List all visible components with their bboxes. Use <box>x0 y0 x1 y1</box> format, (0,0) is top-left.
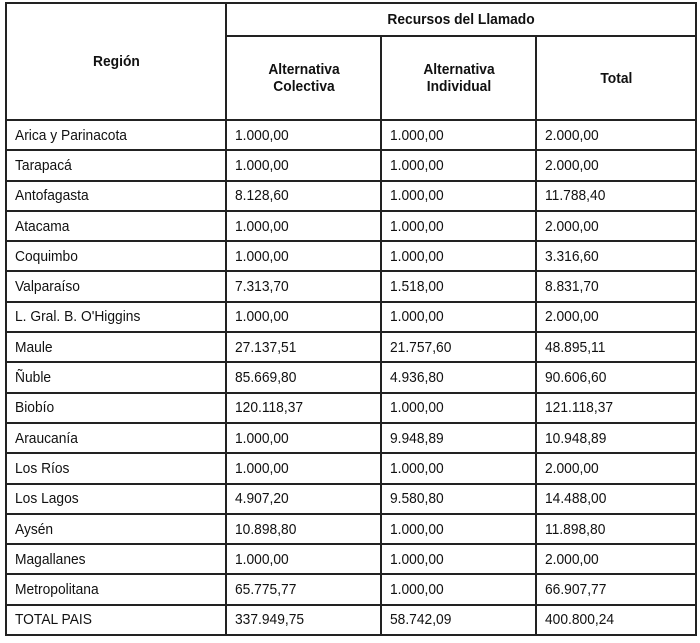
cell-individual <box>381 362 536 392</box>
cell-region <box>6 393 226 423</box>
cell-total-text: 400.800,24 <box>545 611 615 629</box>
cell-colectiva-text: 7.313,70 <box>235 278 289 296</box>
cell-region-text: Metropolitana <box>15 581 99 599</box>
cell-individual-text: 1.000,00 <box>390 550 444 568</box>
cell-colectiva-text: 120.118,37 <box>235 399 304 417</box>
cell-individual <box>381 423 536 453</box>
cell-individual-text: 1.000,00 <box>390 217 444 235</box>
cell-individual <box>381 393 536 423</box>
cell-region <box>6 120 226 150</box>
cell-colectiva <box>226 362 381 392</box>
table-row <box>6 544 696 574</box>
cell-colectiva-text: 1.000,00 <box>235 550 289 568</box>
table-row <box>6 484 696 514</box>
table-row <box>6 574 696 604</box>
header-region <box>6 3 226 120</box>
cell-region <box>6 150 226 180</box>
cell-total-text: 2.000,00 <box>545 550 599 568</box>
cell-region <box>6 302 226 332</box>
cell-total <box>536 211 696 241</box>
cell-colectiva <box>226 453 381 483</box>
cell-total-text: 2.000,00 <box>545 217 599 235</box>
table-row <box>6 120 696 150</box>
cell-individual <box>381 211 536 241</box>
table-row <box>6 453 696 483</box>
cell-total <box>536 544 696 574</box>
cell-total <box>536 271 696 301</box>
cell-total-text: 10.948,89 <box>545 429 607 447</box>
cell-region-text: Biobío <box>15 399 55 417</box>
cell-colectiva <box>226 120 381 150</box>
cell-region <box>6 241 226 271</box>
table-row <box>6 150 696 180</box>
cell-individual-text: 9.948,89 <box>390 429 444 447</box>
cell-region <box>6 211 226 241</box>
cell-colectiva-text: 85.669,80 <box>235 369 297 387</box>
cell-colectiva <box>226 332 381 362</box>
cell-total-text: 2.000,00 <box>545 126 599 144</box>
cell-region <box>6 362 226 392</box>
cell-total-text: 2.000,00 <box>545 459 599 477</box>
cell-total <box>536 514 696 544</box>
cell-region <box>6 574 226 604</box>
cell-total <box>536 150 696 180</box>
cell-colectiva-text: 1.000,00 <box>235 156 289 174</box>
cell-total-text: 2.000,00 <box>545 156 599 174</box>
header-total <box>536 36 696 120</box>
cell-colectiva <box>226 423 381 453</box>
cell-individual-text: 1.000,00 <box>390 459 444 477</box>
table-row <box>6 332 696 362</box>
cell-individual <box>381 271 536 301</box>
cell-colectiva <box>226 211 381 241</box>
cell-individual <box>381 605 536 635</box>
cell-individual <box>381 484 536 514</box>
table-row <box>6 514 696 544</box>
cell-individual <box>381 332 536 362</box>
table-row <box>6 271 696 301</box>
table-row <box>6 241 696 271</box>
header-group-label: Recursos del Llamado <box>387 11 535 28</box>
table-row <box>6 302 696 332</box>
cell-individual <box>381 544 536 574</box>
cell-colectiva-text: 4.907,20 <box>235 490 289 508</box>
cell-individual-text: 1.000,00 <box>390 520 444 538</box>
header-individual <box>381 36 536 120</box>
cell-individual <box>381 150 536 180</box>
cell-colectiva <box>226 574 381 604</box>
cell-total-text: 121.118,37 <box>545 399 614 417</box>
cell-total <box>536 605 696 635</box>
cell-region <box>6 453 226 483</box>
cell-individual-text: 21.757,60 <box>390 338 452 356</box>
cell-colectiva-text: 1.000,00 <box>235 217 289 235</box>
cell-individual-text: 58.742,09 <box>390 611 452 629</box>
cell-colectiva <box>226 393 381 423</box>
cell-region <box>6 181 226 211</box>
cell-region-text: Los Ríos <box>15 459 70 477</box>
cell-region-text: Magallanes <box>15 550 86 568</box>
cell-region-text: Ñuble <box>15 369 52 387</box>
cell-individual-text: 1.000,00 <box>390 187 444 205</box>
cell-colectiva-text: 65.775,77 <box>235 581 297 599</box>
cell-individual-text: 1.000,00 <box>390 581 444 599</box>
table-row <box>6 181 696 211</box>
cell-colectiva-text: 8.128,60 <box>235 187 289 205</box>
cell-individual <box>381 120 536 150</box>
cell-individual-text: 1.518,00 <box>390 278 444 296</box>
cell-region-text: Maule <box>15 338 53 356</box>
header-colectiva <box>226 36 381 120</box>
cell-total <box>536 574 696 604</box>
cell-individual-text: 1.000,00 <box>390 399 444 417</box>
cell-total <box>536 453 696 483</box>
cell-total-text: 11.788,40 <box>545 187 606 205</box>
cell-total <box>536 332 696 362</box>
cell-total <box>536 393 696 423</box>
cell-total-text: 14.488,00 <box>545 490 607 508</box>
header-total-label: Total <box>600 69 632 87</box>
cell-region <box>6 484 226 514</box>
cell-region-text: Antofagasta <box>15 187 89 205</box>
cell-total <box>536 120 696 150</box>
table-row <box>6 423 696 453</box>
table-row <box>6 393 696 423</box>
cell-total-text: 90.606,60 <box>545 369 607 387</box>
table-body <box>6 120 696 635</box>
resources-table <box>5 2 697 636</box>
cell-region <box>6 514 226 544</box>
cell-colectiva <box>226 484 381 514</box>
cell-region-text: Arica y Parinacota <box>15 126 127 144</box>
cell-total <box>536 181 696 211</box>
cell-region-text: Valparaíso <box>15 278 80 296</box>
table-row <box>6 211 696 241</box>
cell-colectiva-text: 1.000,00 <box>235 459 289 477</box>
cell-individual-text: 1.000,00 <box>390 156 444 174</box>
header-region-label: Región <box>92 53 140 70</box>
cell-individual-text: 1.000,00 <box>390 247 444 265</box>
table-row <box>6 605 696 635</box>
cell-colectiva <box>226 241 381 271</box>
cell-region-text: Atacama <box>15 217 70 235</box>
cell-region-text: Los Lagos <box>15 490 79 508</box>
cell-total <box>536 241 696 271</box>
cell-total <box>536 484 696 514</box>
cell-total <box>536 362 696 392</box>
cell-individual <box>381 453 536 483</box>
cell-total-text: 3.316,60 <box>545 247 599 265</box>
cell-region <box>6 271 226 301</box>
cell-total-text: 11.898,80 <box>545 520 606 538</box>
cell-colectiva-text: 1.000,00 <box>235 247 289 265</box>
cell-colectiva <box>226 181 381 211</box>
cell-colectiva-text: 1.000,00 <box>235 308 289 326</box>
cell-colectiva <box>226 605 381 635</box>
cell-colectiva-text: 27.137,51 <box>235 338 297 356</box>
header-colectiva-label: Alternativa Colectiva <box>267 61 340 95</box>
cell-individual <box>381 241 536 271</box>
cell-colectiva-text: 10.898,80 <box>235 520 297 538</box>
cell-colectiva <box>226 544 381 574</box>
cell-colectiva <box>226 302 381 332</box>
cell-individual-text: 9.580,80 <box>390 490 444 508</box>
header-group <box>226 3 696 36</box>
cell-region-text: Araucanía <box>15 429 78 447</box>
cell-region-text: Coquimbo <box>15 247 78 265</box>
cell-region-text: Tarapacá <box>15 156 72 174</box>
cell-individual-text: 1.000,00 <box>390 308 444 326</box>
cell-region-text: L. Gral. B. O'Higgins <box>15 308 141 326</box>
cell-individual <box>381 514 536 544</box>
table-row <box>6 362 696 392</box>
cell-individual-text: 1.000,00 <box>390 126 444 144</box>
cell-total-text: 66.907,77 <box>545 581 607 599</box>
cell-individual <box>381 574 536 604</box>
cell-total <box>536 423 696 453</box>
cell-individual <box>381 181 536 211</box>
cell-colectiva-text: 337.949,75 <box>235 611 305 629</box>
cell-colectiva <box>226 150 381 180</box>
cell-region <box>6 423 226 453</box>
cell-total-text: 2.000,00 <box>545 308 599 326</box>
cell-region <box>6 332 226 362</box>
cell-individual-text: 4.936,80 <box>390 369 444 387</box>
cell-individual <box>381 302 536 332</box>
cell-colectiva-text: 1.000,00 <box>235 429 289 447</box>
cell-region <box>6 605 226 635</box>
cell-total <box>536 302 696 332</box>
cell-total-text: 8.831,70 <box>545 278 599 296</box>
cell-region <box>6 544 226 574</box>
cell-region-text: TOTAL PAIS <box>15 611 92 629</box>
cell-colectiva <box>226 514 381 544</box>
cell-total-text: 48.895,11 <box>545 338 606 356</box>
cell-colectiva <box>226 271 381 301</box>
header-individual-label: Alternativa Individual <box>422 61 495 95</box>
cell-region-text: Aysén <box>15 520 54 538</box>
cell-colectiva-text: 1.000,00 <box>235 126 289 144</box>
